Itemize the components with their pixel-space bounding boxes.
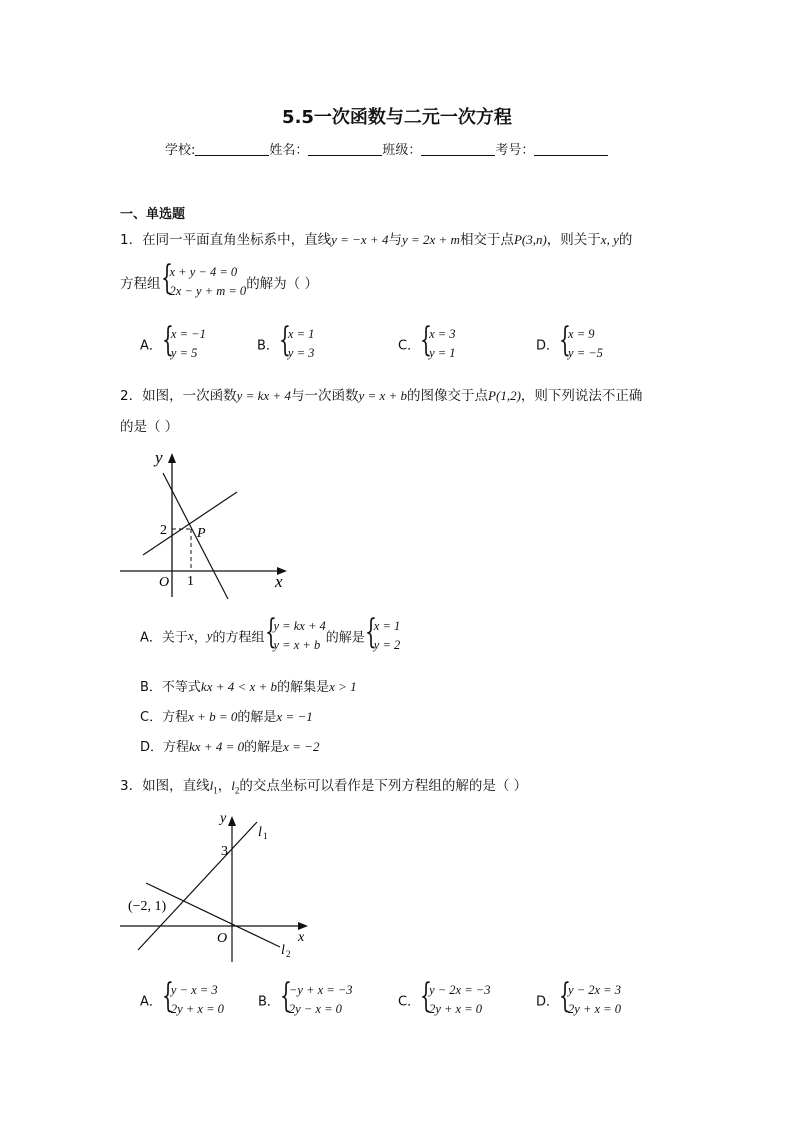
q3-option-c[interactable] [398,976,491,1019]
point-p-label: P [197,526,206,541]
q2-option-b[interactable] [140,676,357,695]
line-kx-plus-4 [163,473,228,599]
q3-text: 的交点坐标可以看作是下列方程组的解的是（ ） [239,778,528,794]
q1-line1 [120,228,632,248]
q1-line2 [120,258,318,301]
y-axis-arrow [168,453,176,463]
q1-equation-system: { x + y − 4 = 0 2x − y + m = 0 [161,263,247,301]
option-label: C．方程 [140,710,189,725]
q2-option-a[interactable] [140,612,401,655]
line-l1 [138,822,257,950]
equation: y = kx + 4 [273,619,326,633]
page-title: 5.5一次函数与二元一次方程 [282,107,512,128]
equation: y − x = 3 [170,983,218,997]
q3-line1 [120,774,527,796]
equation: y = 1 [429,346,456,360]
option-text: 的解是 [237,710,277,725]
tick-3: 3 [221,844,228,859]
equation: y − 2x = 3 [568,983,621,997]
equation: x = 9 [568,327,595,341]
sep: ， [217,778,232,794]
class-label: 班级： [382,143,422,158]
equation: x = 1 [373,619,401,633]
equation: y = 5 [170,346,198,360]
q1-option-c[interactable] [398,320,456,363]
l1-label: l [258,825,262,840]
line-l1-label: l [209,778,214,793]
x-label: x [275,572,283,591]
equation: −y + x = −3 [288,983,353,997]
option-system: { x = −1 y = 5 [162,325,206,363]
option-text: 的解是 [244,740,284,755]
q1-text: 方程组 [120,276,161,292]
q1-option-a[interactable] [140,320,206,363]
q2-expr: y = x + b [358,388,408,403]
option-label: A． [140,338,162,354]
var: y [206,628,213,643]
l1-subscript: 1 [263,831,268,841]
q1-text: 的解为（ ） [246,276,318,292]
option-system: { y − x = 3 2y + x = 0 [162,981,224,1019]
equation: y = x + b [273,638,321,652]
option-label: D． [536,338,560,354]
q1-number: 1． [120,232,143,248]
q2-number: 2． [120,388,143,404]
equation: y = 2 [373,638,401,652]
school-label: 学校: [165,143,196,158]
tick-2: 2 [160,523,167,538]
line-x-plus-b [143,492,237,555]
q1-text: ，则关于 [546,232,601,248]
expr: x = −1 [276,709,313,724]
q2-figure [115,445,295,605]
expr: x > 1 [329,679,357,694]
y-axis-arrow [228,816,236,826]
equation: y = −5 [568,346,603,360]
expr: kx + 4 < x + b [200,679,278,694]
q2-option-d[interactable] [140,736,319,755]
q1-text: 在同一平面直角坐标系中，直线 [142,232,332,248]
q3-option-a[interactable] [140,976,224,1019]
option-system: { x = 9 y = −5 [559,325,603,363]
x-label: x [298,930,305,945]
q1-expr: y = 2x + m [401,232,460,247]
option-system: { y − 2x = −3 2y + x = 0 [420,981,490,1019]
q3-option-d[interactable] [536,976,621,1019]
q1-expr: y = −x + 4 [331,232,389,247]
option-system: { −y + x = −3 2y − x = 0 [280,981,353,1019]
q2-option-c[interactable] [140,706,313,725]
expr: x + b = 0 [188,709,238,724]
sep: ， [193,630,207,646]
option-system: { y = kx + 4 y = x + b [265,617,326,655]
option-system: { x = 1 y = 3 [279,325,314,363]
option-text: 的方程组 [212,630,265,646]
option-label: A． [140,994,162,1010]
q3-text: 如图，直线 [142,778,210,794]
q2-text: 的图像交于点 [407,388,489,404]
equation: 2y + x = 0 [429,1002,483,1016]
x-axis-arrow [298,922,308,930]
q3-option-b[interactable] [258,976,353,1019]
section-heading: 一、单选题 [120,207,186,222]
subscript: 2 [234,785,240,796]
var: x [187,628,194,643]
option-label: B． [258,994,280,1010]
option-system: { y − 2x = 3 2y + x = 0 [559,981,621,1019]
school-field[interactable] [195,141,269,156]
option-label: D． [536,994,560,1010]
l2-subscript: 2 [286,949,291,959]
q2-text: 如图，一次函数 [142,388,237,404]
equation: x = −1 [170,327,206,341]
option-label: D．方程 [140,740,190,755]
q1-expr: x, y [600,232,619,247]
q1-option-b[interactable] [257,320,315,363]
class-field[interactable] [421,141,495,156]
q2-text: ，则下列说法不正确 [520,388,643,404]
subscript: 1 [213,785,218,796]
q2-line1 [120,384,642,404]
option-label: C． [398,338,421,354]
name-field[interactable] [308,141,382,156]
equation: x + y − 4 = 0 [169,265,238,279]
equation: 2y − x = 0 [288,1002,342,1016]
q2-line2: 的是（ ） [120,419,179,435]
q2-expr: P(1,2) [488,388,521,403]
expr: x = −2 [283,739,320,754]
origin-label: O [159,575,170,590]
equation: 2y + x = 0 [170,1002,224,1016]
option-text: 的解是 [325,630,365,646]
q3-figure [118,808,318,968]
q1-option-d[interactable] [536,320,603,363]
y-label: y [155,448,163,467]
id-field[interactable] [534,141,608,156]
option-label: B． [257,338,279,354]
q1-text: 的 [618,232,633,248]
equation: x = 3 [429,327,456,341]
line-l2-label: l [231,778,235,793]
option-text: 的解集是 [277,680,330,695]
l2-label: l [281,943,285,958]
option-label: C． [398,994,421,1010]
id-label: 考号： [495,143,535,158]
option-system: { x = 3 y = 1 [420,325,455,363]
expr: kx + 4 = 0 [189,739,245,754]
q3-number: 3． [120,778,143,794]
equation: y = 3 [287,346,315,360]
equation: x = 1 [287,327,315,341]
line-l2 [146,883,280,947]
q1-text: 相交于点 [459,232,514,248]
equation: 2y + x = 0 [568,1002,621,1016]
name-label: 姓名： [269,143,309,158]
intersection-label: (−2, 1) [128,899,167,914]
info-line [165,139,608,158]
q1-expr: P(3,n) [513,232,547,247]
option-solution: { x = 1 y = 2 [365,617,400,655]
q1-text: 与 [388,232,402,248]
q2-text: 与一次函数 [290,388,359,404]
q2-expr: y = kx + 4 [236,388,291,403]
origin-label: O [217,931,228,946]
tick-1: 1 [187,574,194,589]
equation: 2x − y + m = 0 [169,284,247,298]
option-label: B．不等式 [140,680,201,695]
equation: y − 2x = −3 [429,983,491,997]
y-label: y [220,811,227,826]
option-label: A．关于 [140,630,188,646]
